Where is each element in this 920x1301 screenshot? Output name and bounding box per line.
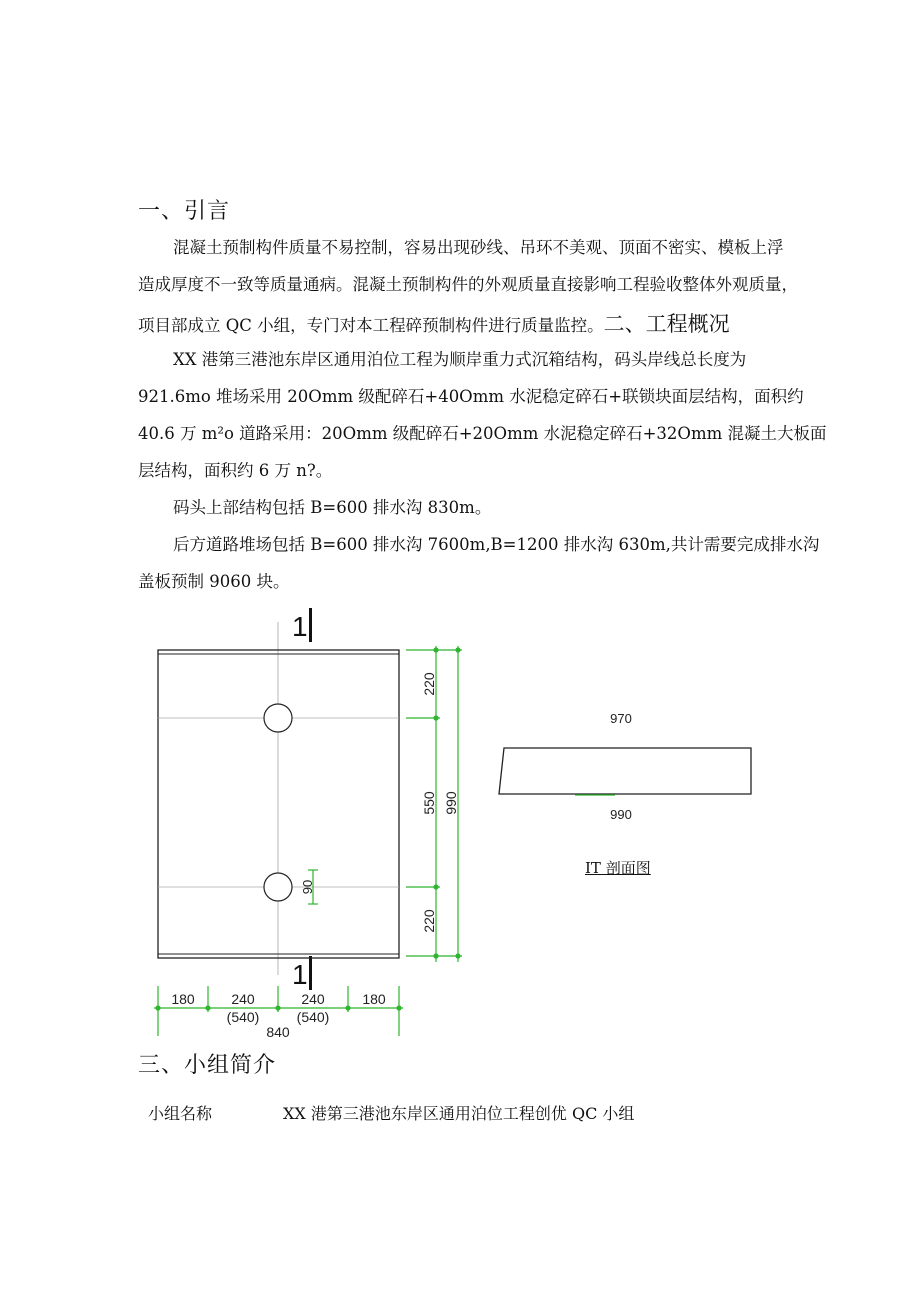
dim-total-right: 990 <box>443 791 459 815</box>
dim-hole: 90 <box>300 879 315 895</box>
dim-bottom-2: 240 <box>231 991 255 1007</box>
section-trapezoid <box>499 748 751 794</box>
section-bottom-width: 990 <box>610 807 632 822</box>
intro-line-3-text: 项目部成立 QC 小组，专门对本工程碎预制构件进行质量监控。 <box>138 316 604 335</box>
slab-outline <box>158 650 399 958</box>
dim-bottom-1: 180 <box>171 991 195 1007</box>
intro-line-2: 造成厚度不一致等质量通病。混凝土预制构件的外观质量直接影响工程验收整体外观质量， <box>138 275 798 294</box>
overview-para-2: 码头上部结构包括 B=600 排水沟 830m。 <box>173 498 492 517</box>
section-caption: IT 剖面图 <box>585 859 651 877</box>
overview-line-2: 921.6mo 堆场采用 20Omm 级配碎石+40Omm 水泥稳定碎石+联锁块面层结构，面积约 <box>138 387 804 406</box>
dim-right-2: 550 <box>421 791 437 815</box>
dim-right-3: 220 <box>421 909 437 933</box>
team-name-value: XX 港第三港池东岸区通用泊位工程创优 QC 小组 <box>283 1104 635 1123</box>
overview-para-3-line-2: 盖板预制 9060 块。 <box>138 572 290 591</box>
dim-total-bottom: 840 <box>266 1024 290 1040</box>
section-heading-team: 三、小组简介 <box>138 1053 277 1078</box>
intro-line-3 <box>138 308 798 338</box>
section-top-width: 970 <box>610 711 632 726</box>
dim-bottom-4: 180 <box>362 991 386 1007</box>
section-mark-bottom: 1 <box>292 959 308 990</box>
section-mark-bottom-bar <box>309 956 312 990</box>
section-heading-intro: 一、引言 <box>138 199 231 224</box>
lifting-hole-bottom <box>264 873 292 901</box>
overview-para-3-line-1: 后方道路堆场包括 B=600 排水沟 7600m,B=1200 排水沟 630m,共计需要完成排水沟 <box>173 535 820 554</box>
right-dimension-chain <box>308 646 462 962</box>
dim-bottom-sub-2: (540) <box>296 1009 330 1025</box>
plan-drawing <box>150 600 480 1040</box>
dim-bottom-sub-1: (540) <box>226 1009 260 1025</box>
team-name-label: 小组名称 <box>148 1104 213 1123</box>
overview-line-3: 40.6 万 m²o 道路采用：20Omm 级配碎石+20Omm 水泥稳定碎石+32Omm 混凝土大板面 <box>138 424 827 443</box>
intro-line-1: 混凝土预制构件质量不易控制，容易出现砂线、吊环不美观、顶面不密实、模板上浮 <box>173 238 784 257</box>
lifting-hole-top <box>264 704 292 732</box>
dim-right-1: 220 <box>421 672 437 696</box>
overview-line-1: XX 港第三港池东岸区通用泊位工程为顺岸重力式沉箱结构，码头岸线总长度为 <box>173 350 747 369</box>
overview-line-4: 层结构，面积约 6 万 n?。 <box>138 461 333 480</box>
section-mark-top: 1 <box>292 611 308 642</box>
section-heading-overview: 二、工程概况 <box>603 312 730 336</box>
dim-bottom-3: 240 <box>301 991 325 1007</box>
section-mark-top-bar <box>309 608 312 642</box>
